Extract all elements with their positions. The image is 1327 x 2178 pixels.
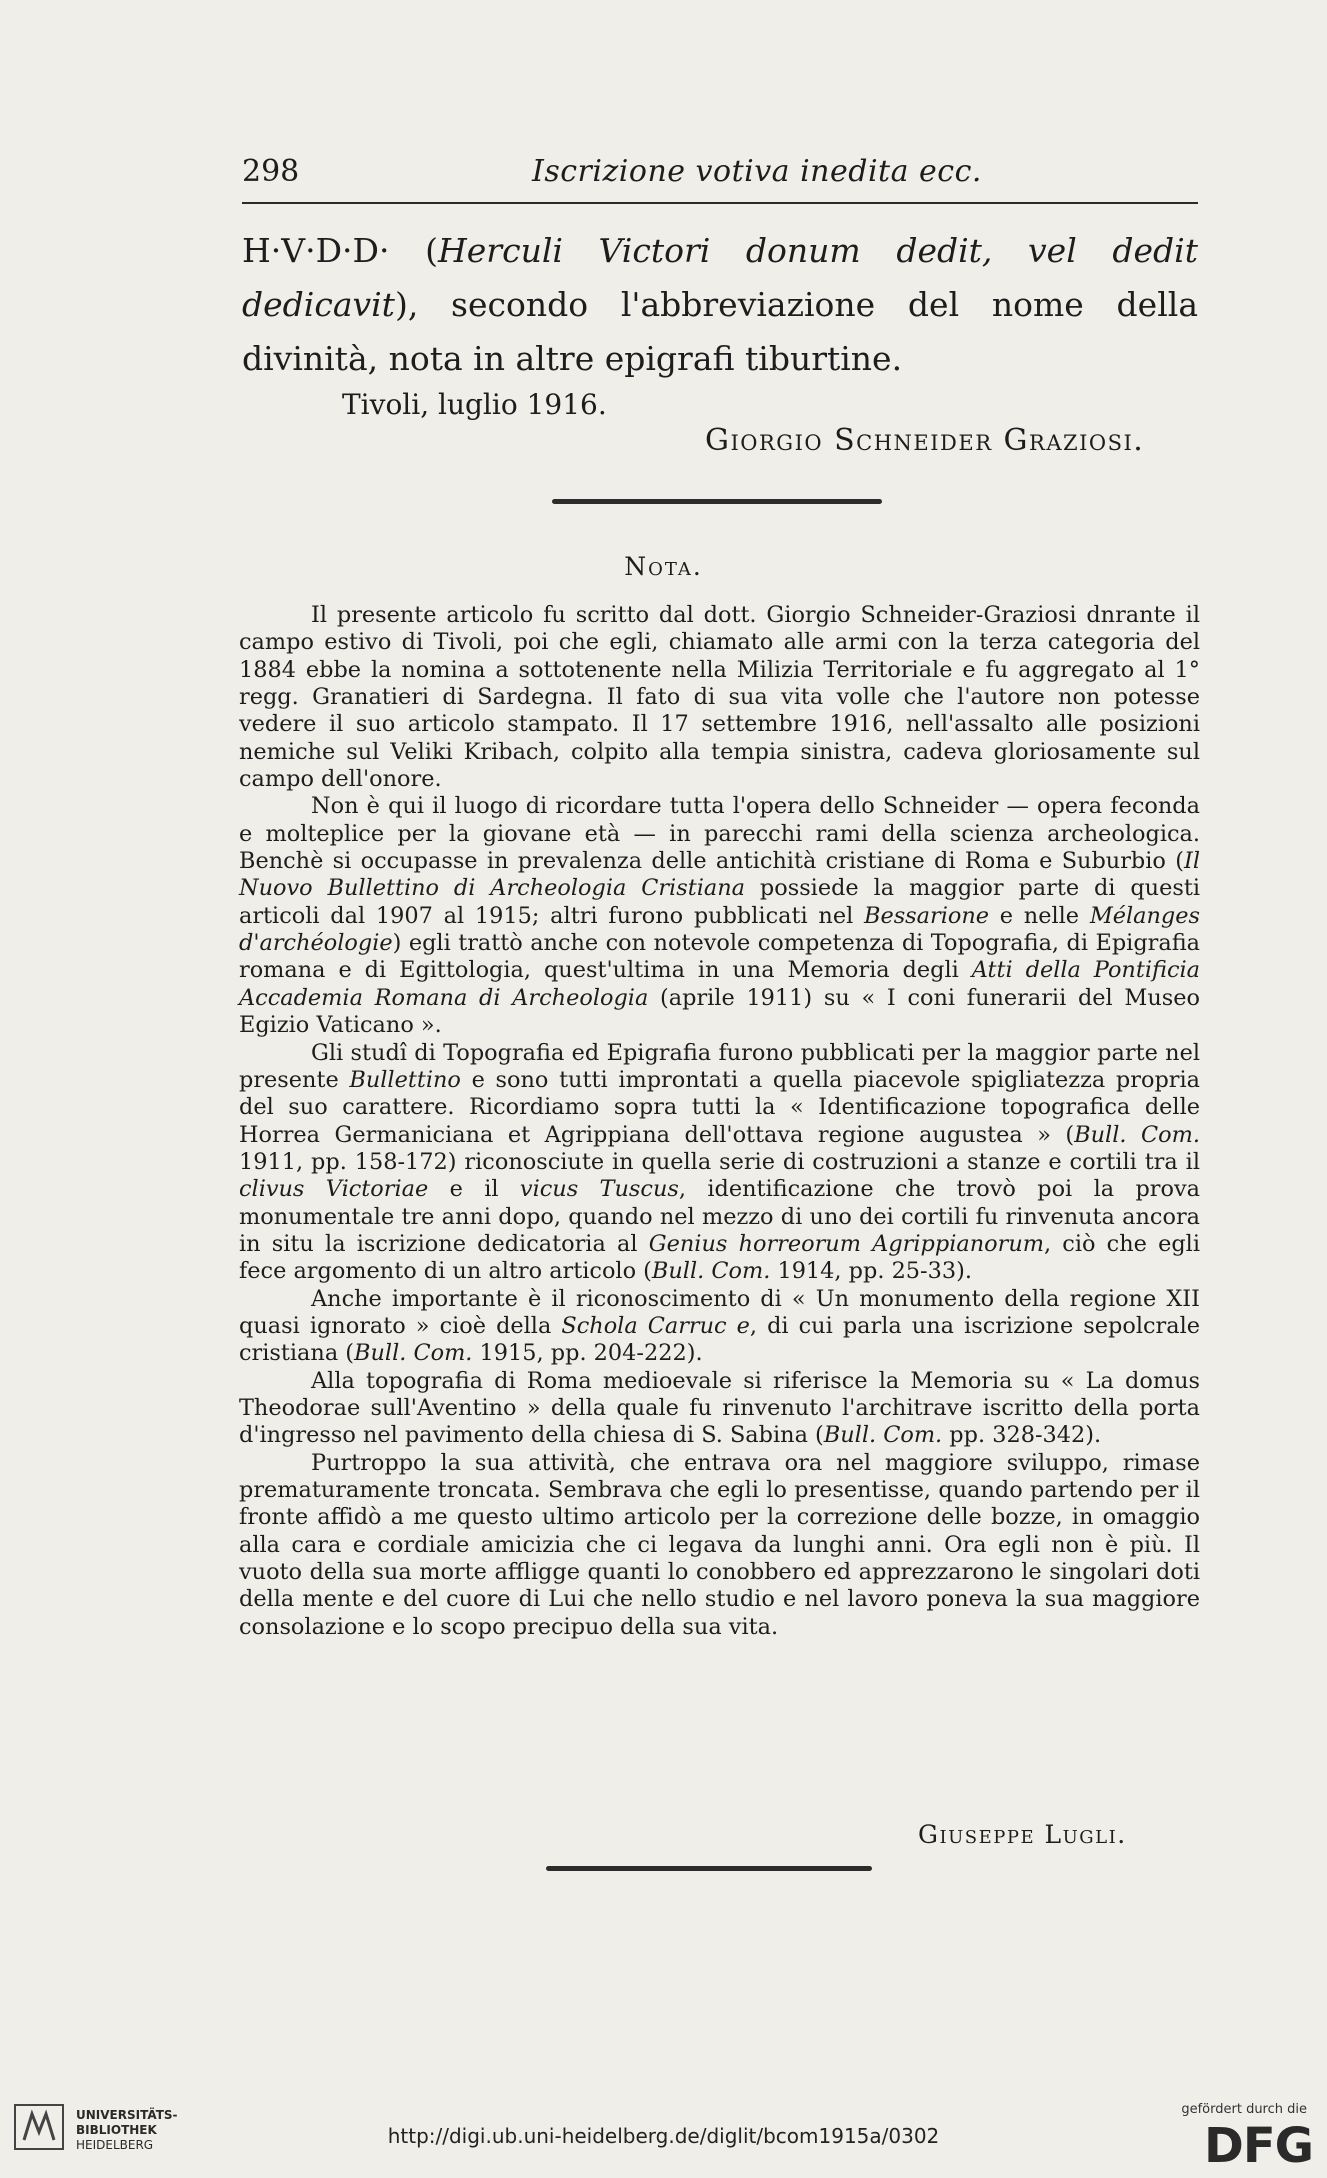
footer-bar [0, 2080, 1327, 2178]
author-signature: Giorgio Schneider Graziosi. [705, 423, 1145, 458]
note-paragraph-5: Alla topografia di Roma medioevale si riferisce la Memoria su « La domus Theodorae sull'Aventino » della quale fu rinvenuto l'architrave iscritto della porta d'ingresso nel pavimento della chiesa di S. Sabina (Bull. Com. pp. 328-342). [239, 1367, 1200, 1449]
funder-text: gefördert durch die [1181, 2102, 1307, 2117]
note-paragraph-3: Gli studî di Topografia ed Epigrafia furono pubblicati per la maggior parte nel presente Bullettino e sono tutti improntati a quella piacevole spigliatezza propria del suo carattere. Ricordiamo sopra tutti la « Identificazione topografica delle Horrea Germaniciana et Agrippiana dell'ottava regione augustea » (Bull. Com. 1911, pp. 158-172) riconosciute in quella serie di costruzioni a stanze e cortili tra il clivus Victoriae e il vicus Tuscus, identificazione che trovò poi la prova monumentale tre anni dopo, quando nel mezzo di uno dei cortili fu rinvenuta ancora in situ la iscrizione dedicatoria al Genius horreorum Agrippianorum, ciò che egli fece argomento di un altro articolo (Bull. Com. 1914, pp. 25-33). [239, 1039, 1200, 1285]
note-paragraph-6: Purtroppo la sua attività, che entrava ora nel maggiore sviluppo, rimase prematuramente troncata. Sembrava che egli lo presentisse, quando partendo per il fronte affidò a me questo ultimo articolo per la correzione delle bozze, in omaggio alla cara e cordiale amicizia che ci legava da lunghi anni. Ora egli non è più. Il vuoto della sua morte affligge quanti lo conobbero ed apprezzarono le singolari doti della mente e del cuore di Lui che nello studio e nel lavoro poneva la sua maggiore consolazione e lo scopo precipuo della sua vita. [239, 1449, 1200, 1640]
opening-text: ), secondo l'abbreviazione del nome della divinità, nota in altre epigrafi tiburtine. [242, 285, 1198, 378]
journal-title: Atti della Pontificia Accademia Romana di Archeologia [239, 957, 1201, 1011]
inscription-expansion: Herculi Victori donum dedit, vel dedit dedicavit [242, 231, 1198, 324]
note-paragraph-4: Anche importante è il riconoscimento di « Un monumento della regione XII quasi ignorato » cioè della Schola Carruc e, di cui parla una iscrizione sepolcrale cristiana (Bull. Com. 1915, pp. 204-222). [239, 1285, 1200, 1367]
inscription-abbreviation: H·V·D·D· [242, 231, 390, 270]
note-body [239, 602, 1200, 1641]
dfg-logo: DFG [1203, 2118, 1313, 2174]
note-heading: Nota. [624, 552, 703, 581]
running-head: Iscrizione votiva inedita ecc. [532, 154, 982, 189]
source-url-link[interactable]: http://digi.ub.uni-heidelberg.de/diglit/bcom1915a/0302 [387, 2124, 940, 2148]
journal-title: Il Nuovo Bullettino di Archeologia Cristiana [239, 848, 1200, 902]
ornamental-rule [552, 499, 882, 504]
journal-title: Mélanges d'archéologie [239, 902, 1200, 957]
note-signature: Giuseppe Lugli. [918, 1820, 1127, 1849]
opening-paragraph: H·V·D·D· (Herculi Victori donum dedit, vel dedit dedicavit), secondo l'abbreviazione del nome della divinità, nota in altre epigrafi tiburtine. [242, 231, 1198, 378]
page-header [242, 152, 1198, 192]
page-number: 298 [242, 154, 300, 189]
note-paragraph-1: Il presente articolo fu scritto dal dott. Giorgio Schneider-Graziosi dnrante il campo estivo di Tivoli, poi che egli, chiamato alle armi con la terza categoria del 1884 ebbe la nomina a sottotenente nella Milizia Territoriale e fu aggregato al 1° regg. Granatieri di Sardegna. Il fato di sua vita volle che l'autore non potesse vedere il suo articolo stampato. Il 17 settembre 1916, nell'assalto alle posizioni nemiche sul Veliki Kribach, colpito alla tempia sinistra, cadeva gloriosamente sul campo dell'onore. [239, 602, 1200, 793]
journal-title: Bessarione [863, 902, 990, 929]
place-date-line: Tivoli, luglio 1916. [342, 388, 607, 421]
library-name: UNIVERSITÄTS- BIBLIOTHEK HEIDELBERG [76, 2108, 178, 2152]
ornamental-rule [546, 1866, 872, 1871]
note-paragraph-2: Non è qui il luogo di ricordare tutta l'opera dello Schneider — opera feconda e molteplice per la giovane età — in parecchi rami della scienza archeologica. Benchè si occupasse in prevalenza delle antichità cristiane di Roma e Suburbio (Il Nuovo Bullettino di Archeologia Cristiana possiede la maggior parte di questi articoli dal 1907 al 1915; altri furono pubblicati nel Bessarione e nelle Mélanges d'archéologie) egli trattò anche con notevole competenza di Topografia, di Epigrafia romana e di Egittologia, quest'ultima in una Memoria degli Atti della Pontificia Accademia Romana di Archeologia (aprile 1911) su « I coni funerarii del Museo Egizio Vaticano ». [239, 793, 1201, 1039]
header-rule [242, 202, 1198, 204]
